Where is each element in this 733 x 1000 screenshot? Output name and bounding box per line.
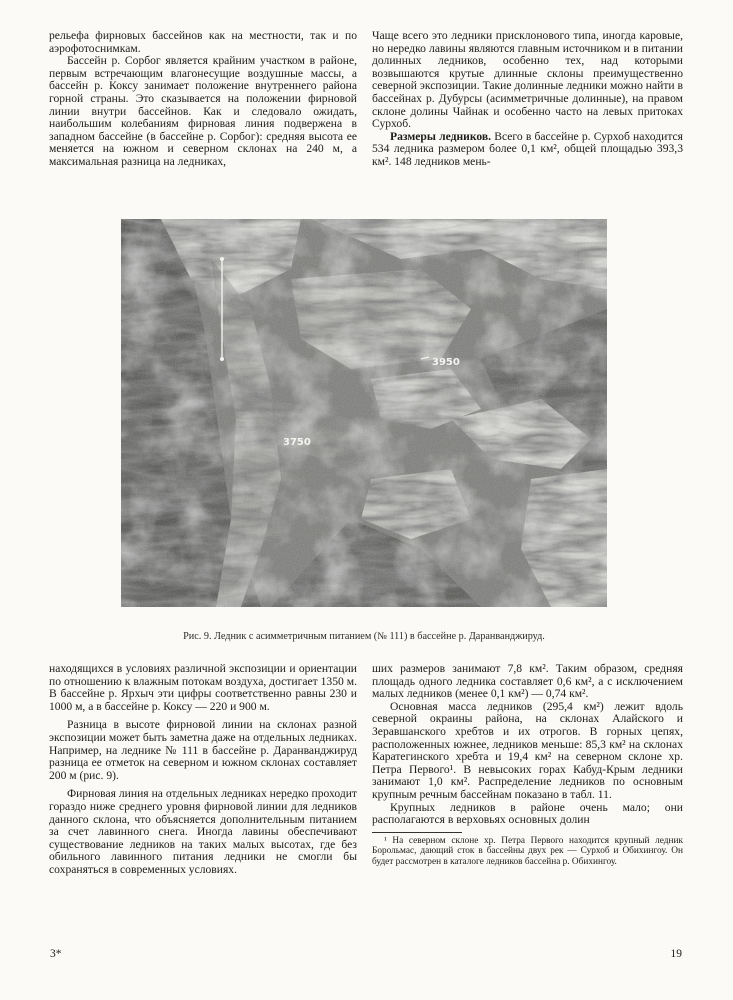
page-number: 19 — [670, 948, 682, 960]
top-left-column — [49, 30, 357, 169]
figure-caption: Рис. 9. Ледник с асимметричным питанием (№ 111) в бассейне р. Даранванджируд. — [183, 631, 545, 642]
paragraph: Крупных ледников в районе очень мало; они располагаются в верховьях основных долин — [372, 800, 683, 827]
paragraph: Бассейн р. Сорбог является крайним участком в районе, первым встречающим влагонесущие воздушные массы, а бассейн р. Коксу занимает положение внутреннего района горной страны. Это сказывается на положении фирновой линии внутри бассейнов. Как и следовало ожидать, наибольшим колебаниям фирновая линия подвержена в западном бассейне (в бассейне р. Сорбог): средняя высота ее меняется на южном и северном склонах на 240 м, а максимальная разница на ледниках, — [49, 54, 357, 168]
paragraph: рельефа фирновых бассейнов как на местности, так и по аэрофотоснимкам. — [49, 29, 357, 55]
paragraph: ших размеров занимают 7,8 км². Таким образом, средняя площадь одного ледника составляет 0,6 км², а с исключением малых ледников (менее 0,1 км²) — 0,74 км². — [372, 662, 683, 701]
paragraph: Разница в высоте фирновой линии на склонах разной экспозиции может быть заметна даже на отдельных ледниках. Например, на леднике № 111 в бассейне р. Даранванджируд разница ее отметок на северном и южном склонах составляет 200 м (рис. 9). — [49, 718, 357, 782]
top-right-column — [372, 30, 683, 169]
paragraph: Фирновая линия на отдельных ледниках нередко проходит гораздо ниже среднего уровня фирновой линии для ледников данного склона, что объясняется дополнительным питанием за счет лавинного снега. Иногда лавины обеспечивают существование ледников на таких малых высотах, где без обильного лавинного питания ледники не смогли бы сохраняться в современных условиях. — [49, 787, 357, 876]
glacier-aerial-photo — [121, 219, 607, 607]
signature-mark: 3* — [50, 948, 62, 960]
paragraph-text: Всего в бассейне р. Сурхоб находится 534 ледника размером более 0,1 км², общей площадью 393,3 км². 148 ледников мень- — [372, 129, 684, 168]
elevation-label-3750: 3750 — [283, 437, 311, 448]
paragraph: находящихся в условиях различной экспозиции и ориентации по отношению к влажным потокам воздуха, достигает 1350 м. В бассейне р. Ярхыч эти цифры соответственно равны 230 и 1000 м, а в бассейне р. Коксу — 220 и 900 м. — [49, 662, 357, 713]
elevation-label-3950: 3950 — [432, 357, 460, 368]
paragraph: Основная масса ледников (295,4 км²) лежит вдоль северной окраины района, на склонах Алайского и Зеравшанского хребтов и их отрогов. В горных цепях, расположенных южнее, ледников меньше: 85,3 км² на склонах Каратегинского хребта и 19,4 км² на северном склоне хр. Петра Первого¹. В невысоких горах Кабуд-Крым ледники занимают 1,0 км². Распределение ледников по основным крупным речным бассейнам показано в табл. 11. — [372, 699, 683, 801]
bottom-right-column — [372, 663, 683, 868]
paragraph — [372, 131, 683, 169]
footnote: ¹ На северном склоне хр. Петра Первого находится крупный ледник Борольмас, дающий сток в бассейны двух рек — Сурхоб и Обихингоу. Он будет рассмотрен в каталоге ледников бассейна р. Обихингоу. — [372, 835, 683, 867]
bottom-left-column — [49, 663, 357, 877]
aerial-photo-figure — [121, 219, 607, 607]
section-heading: Размеры ледников. — [390, 129, 492, 143]
footnote-divider — [372, 832, 462, 833]
paragraph: Чаще всего это ледники присклонового типа, иногда каровые, но нередко лавины являются главным источником и в питании долинных ледников, особенно тех, над которыми возвышаются крутые длинные склоны преимущественно северной экспозиции. Такие долинные ледники можно найти в бассейнах р. Дубурсы (асимметричные долинные), на правом склоне долины Чайнак и особенно часто на левых притоках Сурхоб. — [372, 29, 683, 131]
